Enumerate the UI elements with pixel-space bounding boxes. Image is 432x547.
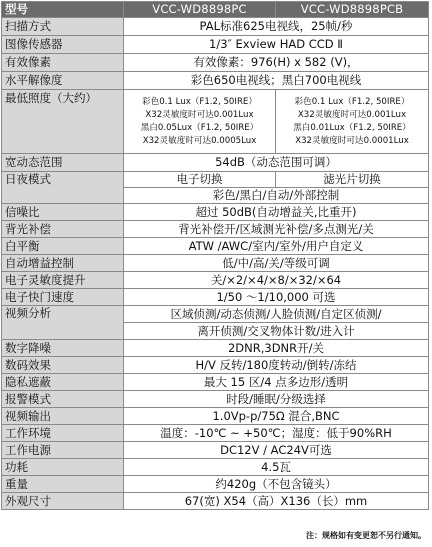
row-value: 4.5瓦 [124, 459, 429, 476]
row-label: 重量 [2, 476, 124, 493]
table-row [2, 18, 429, 36]
row-label: 信噪比 [2, 204, 124, 221]
row-value: 时段/睡眠/分级选择 [124, 391, 429, 408]
row-value: ATW /AWC/室内/室外/用户自定义 [124, 238, 429, 255]
table-row [2, 54, 429, 72]
table-row [2, 221, 429, 238]
row-value: PAL标准625电视线，25帧/秒 [124, 18, 429, 36]
row-value: 67(宽) X54（高）X136（长）mm [124, 493, 429, 510]
row-value: 温度：-10℃ ~ +50℃；湿度：低于90%RH [124, 425, 429, 442]
row-label: 自动增益控制 [2, 255, 124, 272]
row-label: 功耗 [2, 459, 124, 476]
illum-b-line: 黑白0.01Lux（F1.2, 50IRE） [293, 122, 411, 133]
row-label: 白平衡 [2, 238, 124, 255]
table-row [2, 36, 429, 54]
min-illumination-a [124, 90, 276, 154]
row-label: 外观尺寸 [2, 493, 124, 510]
table-row [2, 238, 429, 255]
spec-table [1, 1, 429, 510]
illum-a-line: 黑白0.05Lux（F1.2, 50IRE） [140, 122, 259, 133]
table-row [2, 374, 429, 391]
illum-b-line: X32灵敏度时可达0.0001Lux [295, 135, 409, 146]
table-row [2, 391, 429, 408]
table-row [2, 476, 429, 493]
row-value: 1/3″ Exview HAD CCD Ⅱ [124, 36, 429, 54]
row-label: 日夜模式 [2, 172, 124, 204]
table-row [2, 154, 429, 172]
illum-b-line: X32灵敏度时可达0.001Lux [297, 109, 407, 120]
day-night-a: 电子切换 [124, 172, 276, 188]
row-value: 超过 50dB(自动增益关,比重开) [124, 204, 429, 221]
row-label: 水平解像度 [2, 72, 124, 90]
row-label: 隐私遮蔽 [2, 374, 124, 391]
illum-a-line: X32灵敏度时可达0.0005Lux [142, 135, 257, 146]
video-analysis-row [2, 306, 429, 323]
table-row [2, 289, 429, 306]
table-row [2, 357, 429, 374]
video-analysis-line2: 离开侦测/交叉物体计数/进入计 [124, 323, 429, 340]
row-value: 背光补偿开/区域测光补偿/多点测光/关 [124, 221, 429, 238]
table-row [2, 72, 429, 90]
row-value: 彩色650电视线；黑白700电视线 [124, 72, 429, 90]
row-value: 54dB（动态范围可调） [124, 154, 429, 172]
model-b: VCC-WD8898PCB [276, 2, 429, 18]
row-value: 2DNR,3DNR开/关 [124, 340, 429, 357]
row-value: 1/50 ～1/10,000 可选 [124, 289, 429, 306]
day-night-b: 滤光片切换 [276, 172, 429, 188]
day-night-row [2, 172, 429, 188]
row-label: 最低照度（大约） [2, 90, 124, 154]
row-label: 数码效果 [2, 357, 124, 374]
row-label: 扫描方式 [2, 18, 124, 36]
table-row [2, 204, 429, 221]
min-illumination-b [276, 90, 429, 154]
row-value: DC12V / AC24V可选 [124, 442, 429, 459]
table-row [2, 408, 429, 425]
min-illumination-row [2, 90, 429, 154]
row-label: 有效像素 [2, 54, 124, 72]
row-label: 数字降噪 [2, 340, 124, 357]
row-label: 工作电源 [2, 442, 124, 459]
table-row [2, 425, 429, 442]
day-night-c: 彩色/黑白/自动/外部控制 [124, 188, 429, 204]
row-value: 关/×2/×4/×8/×32/×64 [124, 272, 429, 289]
row-label: 工作环境 [2, 425, 124, 442]
table-row [2, 255, 429, 272]
illum-a-line: 彩色0.1 Lux（F1.2, 50IRE） [142, 96, 257, 107]
row-label: 电子快门速度 [2, 289, 124, 306]
row-value: 低/中/高/关/等级可调 [124, 255, 429, 272]
row-label: 视频分析 [2, 306, 124, 340]
table-row [2, 340, 429, 357]
row-label: 电子灵敏度提升 [2, 272, 124, 289]
row-label: 背光补偿 [2, 221, 124, 238]
row-label: 图像传感器 [2, 36, 124, 54]
row-value: H/V 反转/180度转动/倒转/冻结 [124, 357, 429, 374]
table-row [2, 459, 429, 476]
footnote: 注：规格如有变更恕不另行通知。 [306, 531, 426, 540]
row-label: 报警模式 [2, 391, 124, 408]
row-label: 视频输出 [2, 408, 124, 425]
row-label: 宽动态范围 [2, 154, 124, 172]
model-a: VCC-WD8898PC [124, 2, 276, 18]
header-label: 型号 [2, 2, 124, 18]
row-value: 最大 15 区/4 点多边形/透明 [124, 374, 429, 391]
header-row [2, 2, 429, 18]
row-value: 有效像素：976(H) x 582 (V)， [124, 54, 429, 72]
video-analysis-line1: 区域侦测/动态侦测/人脸侦测/自定区侦测/ [124, 306, 429, 323]
row-value: 1.0Vp-p/75Ω 混合,BNC [124, 408, 429, 425]
table-row [2, 442, 429, 459]
table-row [2, 272, 429, 289]
illum-b-line: 彩色0.1 Lux（F1.2, 50IRE） [294, 96, 410, 107]
row-value: 约420g（不包含镜头） [124, 476, 429, 493]
table-row [2, 493, 429, 510]
illum-a-line: X32灵敏度时可达0.001Lux [145, 109, 254, 120]
